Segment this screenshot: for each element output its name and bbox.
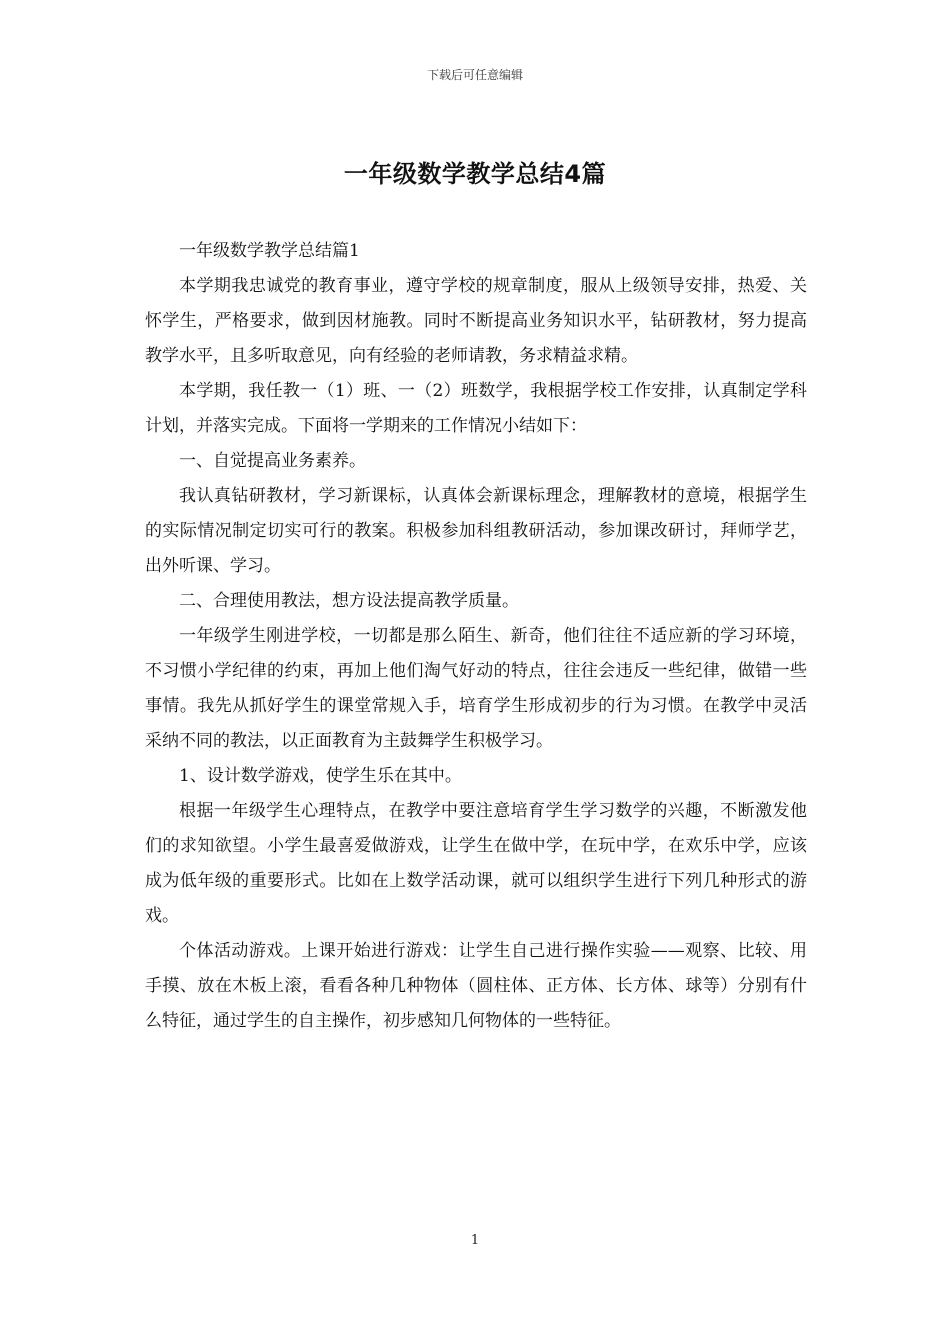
paragraph: 本学期我忠诚党的教育事业，遵守学校的规章制度，服从上级领导安排，热爱、关怀学生，严格要求，做到因材施教。同时不断提高业务知识水平，钻研教材，努力提高教学水平，且多听取意见，向有经验的老师请教，务求精益求精。	[145, 276, 807, 366]
paragraph: 一年级学生刚进学校，一切都是那么陌生、新奇，他们往往不适应新的学习环境，不习惯小学纪律的约束，再加上他们淘气好动的特点，往往会违反一些纪律，做错一些事情。我先从抓好学生的课堂常规入手，培育学生形成初步的行为习惯。在教学中灵活采纳不同的教法，以正面教育为主鼓舞学生积极学习。	[145, 626, 807, 751]
paragraph: 我认真钻研教材，学习新课标，认真体会新课标理念，理解教材的意境，根据学生的实际情况制定切实可行的教案。积极参加科组教研活动，参加课改研讨，拜师学艺，出外听课、学习。	[145, 486, 807, 576]
document-body	[145, 234, 807, 1039]
paragraph: 根据一年级学生心理特点，在教学中要注意培育学生学习数学的兴趣，不断激发他们的求知欲望。小学生最喜爱做游戏，让学生在做中学，在玩中学，在欢乐中学，应该成为低年级的重要形式。比如在上数学活动课，就可以组织学生进行下列几种形式的游戏。	[145, 801, 807, 926]
header-note: 下载后可任意编辑	[426, 68, 523, 82]
section-heading: 一年级数学教学总结篇1	[179, 241, 360, 261]
page-number: 1	[470, 1233, 480, 1248]
document-title: 一年级数学教学总结4篇	[343, 160, 607, 188]
paragraph: 个体活动游戏。上课开始进行游戏：让学生自己进行操作实验——观察、比较、用手摸、放在木板上滚，看看各种几种物体（圆柱体、正方体、长方体、球等）分别有什么特征，通过学生的自主操作，初步感知几何物体的一些特征。	[145, 941, 807, 1031]
subheading: 一、自觉提高业务素养。	[179, 451, 366, 471]
subheading: 二、合理使用教法，想方设法提高教学质量。	[179, 591, 519, 611]
paragraph: 本学期，我任教一（1）班、一（2）班数学，我根据学校工作安排，认真制定学科计划，并落实完成。下面将一学期来的工作情况小结如下：	[145, 381, 807, 436]
subheading: 1、设计数学游戏，使学生乐在其中。	[179, 766, 462, 786]
